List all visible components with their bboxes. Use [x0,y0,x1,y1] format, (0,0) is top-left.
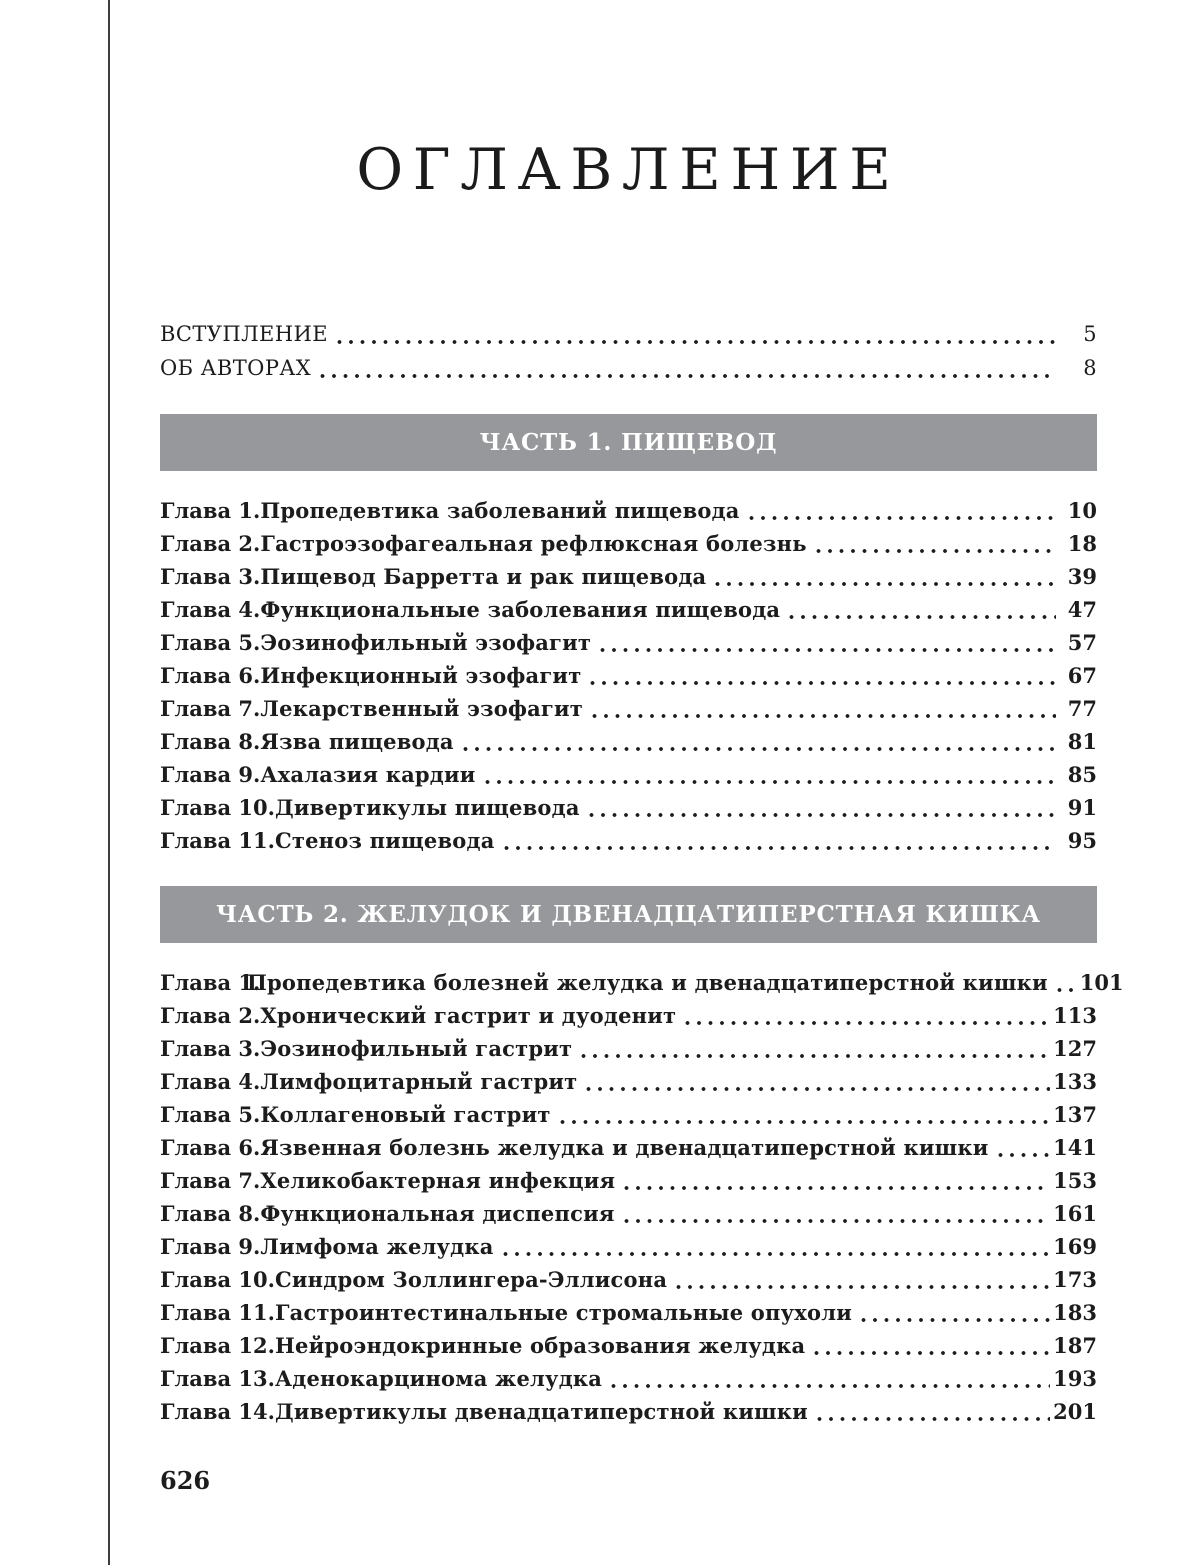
toc-entry-chapter: Глава 3. [160,1036,261,1061]
front-matter-page: 5 [1083,322,1097,346]
toc-entry-chapter: Глава 7. [160,1168,261,1193]
toc-entry-chapter: Глава 7. [160,696,261,721]
toc-entry-row [160,1098,1097,1131]
toc-entry-chapter: Глава 1. [160,498,261,523]
dot-leader [586,1086,1050,1092]
toc-entry-row [160,824,1097,857]
page-title: ОГЛАВЛЕНИЕ [356,137,901,203]
section-header-bar [160,886,1097,943]
dot-leader [590,680,1056,686]
toc-entry-page: 133 [1053,1069,1097,1094]
dot-leader [320,373,1056,379]
toc-entry-page: 183 [1053,1300,1097,1325]
toc-entry-chapter: Глава 14. [160,1399,275,1424]
toc-entry-row [160,1362,1097,1395]
toc-entry-row [160,1197,1097,1230]
toc-entry-title: Функциональная диспепсия [260,1201,615,1226]
toc-entry-chapter: Глава 5. [160,630,261,655]
toc-entry-chapter: Глава 13. [160,1366,275,1391]
dot-leader [504,845,1056,851]
toc-entry-chapter: Глава 6. [160,663,261,688]
toc-entry-page: 141 [1053,1135,1097,1160]
dot-leader [337,339,1056,345]
dot-leader [749,515,1056,521]
dot-leader [503,1251,1051,1257]
section-header-bar [160,414,1097,471]
toc-entry-page: 101 [1079,970,1124,995]
toc-entry-chapter: Глава 1. [160,970,261,995]
toc-entry-chapter: Глава 4. [160,597,261,622]
toc-entry-title: Эозинофильный гастрит [260,1036,573,1061]
toc-entry-chapter: Глава 2. [160,531,261,556]
toc-entry-page: 10 [1067,498,1097,523]
toc-entry-page: 173 [1053,1267,1097,1292]
toc-entry-page: 169 [1053,1234,1097,1259]
dot-leader [589,812,1056,818]
dot-leader [560,1119,1051,1125]
dot-leader [789,614,1056,620]
toc-entry-chapter: Глава 9. [160,762,261,787]
toc-section [160,886,1124,1428]
toc-entry-page: 91 [1067,795,1097,820]
toc-entry-page: 153 [1053,1168,1097,1193]
front-matter-label: ОБ АВТОРАХ [160,356,312,380]
toc-entry-row [160,1065,1097,1098]
toc-entry-title: Инфекционный эзофагит [260,663,582,688]
dot-leader [581,1053,1050,1059]
dot-leader [611,1383,1050,1389]
toc-entry-chapter: Глава 8. [160,1201,261,1226]
toc-entry-page: 137 [1053,1102,1097,1127]
toc-entry-page: 57 [1067,630,1097,655]
toc-entry-title: Коллагеновый гастрит [260,1102,551,1127]
toc-entry-page: 85 [1067,762,1097,787]
toc-entry-chapter: Глава 10. [160,1267,275,1292]
section-entries [160,966,1124,1428]
toc-entry-row [160,659,1097,692]
toc-entry-row [160,999,1097,1032]
toc-entry-row [160,626,1097,659]
toc-entry-chapter: Глава 3. [160,564,261,589]
section-header-label: ЧАСТЬ 1. ПИЩЕВОД [479,429,778,456]
toc-entry-row [160,1230,1097,1263]
toc-entry-chapter: Глава 11. [160,1300,275,1325]
toc-entry-row [160,725,1097,758]
toc-entry-title: Дивертикулы двенадцатиперстной кишки [274,1399,808,1424]
toc-entry-page: 18 [1067,531,1097,556]
toc-entry-page: 39 [1067,564,1097,589]
toc-entry-title: Дивертикулы пищевода [274,795,580,820]
toc-entry-title: Эозинофильный эзофагит [260,630,592,655]
dot-leader [998,1152,1051,1158]
toc-entry-page: 127 [1053,1036,1097,1061]
toc-entry-row [160,1164,1097,1197]
toc-entry-chapter: Глава 4. [160,1069,261,1094]
toc-entry-page: 81 [1067,729,1097,754]
page-number-folio: 626 [160,1466,211,1495]
toc-entry-page: 193 [1053,1366,1097,1391]
toc-entry-page: 187 [1053,1333,1097,1358]
toc-entry-title: Лекарственный эзофагит [260,696,583,721]
toc-entry-title: Лимфома желудка [260,1234,494,1259]
toc-entry-row [160,494,1097,527]
toc-entry-page: 201 [1053,1399,1097,1424]
toc-entry-title: Лимфоцитарный гастрит [260,1069,578,1094]
toc-entry-title: Язвенная болезнь желудка и двенадцатиперстной кишки [260,1135,989,1160]
toc-entry-row [160,1296,1097,1329]
toc-entry-row [160,1263,1097,1296]
dot-leader [816,548,1056,554]
dot-leader [814,1350,1050,1356]
front-matter-page: 8 [1083,356,1097,380]
toc-entry-chapter: Глава 6. [160,1135,261,1160]
toc-entry-chapter: Глава 10. [160,795,275,820]
toc-content [160,137,1124,1428]
toc-entry-page: 77 [1067,696,1097,721]
toc-entry-chapter: Глава 2. [160,1003,261,1028]
toc-entry-row [160,1032,1097,1065]
toc-entry-title: Пропедевтика болезней желудка и двенадцатиперстной кишки [247,970,1048,995]
toc-entry-title: Гастроинтестинальные стромальные опухоли [274,1300,853,1325]
toc-entry-page: 67 [1067,663,1097,688]
toc-entry-row [160,1329,1097,1362]
toc-entry-title: Язва пищевода [260,729,454,754]
toc-entry-row [160,692,1097,725]
toc-entry-title: Пропедевтика заболеваний пищевода [260,498,740,523]
page-edge-line [108,0,110,1565]
front-matter-row [160,351,1097,385]
dot-leader [592,713,1056,719]
dot-leader [861,1317,1050,1323]
toc-entry-row [160,791,1097,824]
dot-leader [817,1416,1050,1422]
toc-section [160,414,1097,857]
toc-entry-row [160,1395,1097,1428]
toc-entry-row [160,1131,1097,1164]
toc-entry-page: 113 [1053,1003,1097,1028]
toc-entry-chapter: Глава 12. [160,1333,275,1358]
toc-entry-row [160,527,1097,560]
front-matter-list [160,317,1097,385]
toc-entry-title: Нейроэндокринные образования желудка [274,1333,806,1358]
toc-entry-page: 161 [1053,1201,1097,1226]
toc-entry-chapter: Глава 9. [160,1234,261,1259]
front-matter-row [160,317,1097,351]
dot-leader [463,746,1056,752]
toc-entry-row [160,593,1097,626]
toc-entry-title: Стеноз пищевода [274,828,495,853]
toc-entry-page: 95 [1067,828,1097,853]
toc-entry-title: Хеликобактерная инфекция [260,1168,616,1193]
toc-entry-title: Функциональные заболевания пищевода [260,597,781,622]
toc-entry-row [160,966,1124,999]
front-matter-label: ВСТУПЛЕНИЕ [160,322,329,346]
toc-entry-row [160,560,1097,593]
dot-leader [685,1020,1050,1026]
toc-entry-title: Синдром Золлингера-Эллисона [274,1267,668,1292]
sections-container [160,414,1124,1428]
dot-leader [624,1218,1051,1224]
dot-leader [624,1185,1050,1191]
toc-entry-chapter: Глава 8. [160,729,261,754]
dot-leader [715,581,1056,587]
toc-entry-page: 47 [1067,597,1097,622]
section-entries [160,494,1097,857]
dot-leader [1057,987,1077,993]
toc-entry-row [160,758,1097,791]
dot-leader [600,647,1056,653]
toc-entry-title: Хронический гастрит и дуоденит [260,1003,677,1028]
toc-entry-chapter: Глава 11. [160,828,275,853]
dot-leader [485,779,1056,785]
section-header-label: ЧАСТЬ 2. ЖЕЛУДОК И ДВЕНАДЦАТИПЕРСТНАЯ КИШКА [216,901,1041,928]
toc-entry-title: Гастроэзофагеальная рефлюксная болезнь [260,531,807,556]
toc-entry-chapter: Глава 5. [160,1102,261,1127]
toc-entry-title: Ахалазия кардии [260,762,476,787]
toc-entry-title: Пищевод Барретта и рак пищевода [260,564,707,589]
dot-leader [676,1284,1050,1290]
toc-entry-title: Аденокарцинома желудка [274,1366,603,1391]
